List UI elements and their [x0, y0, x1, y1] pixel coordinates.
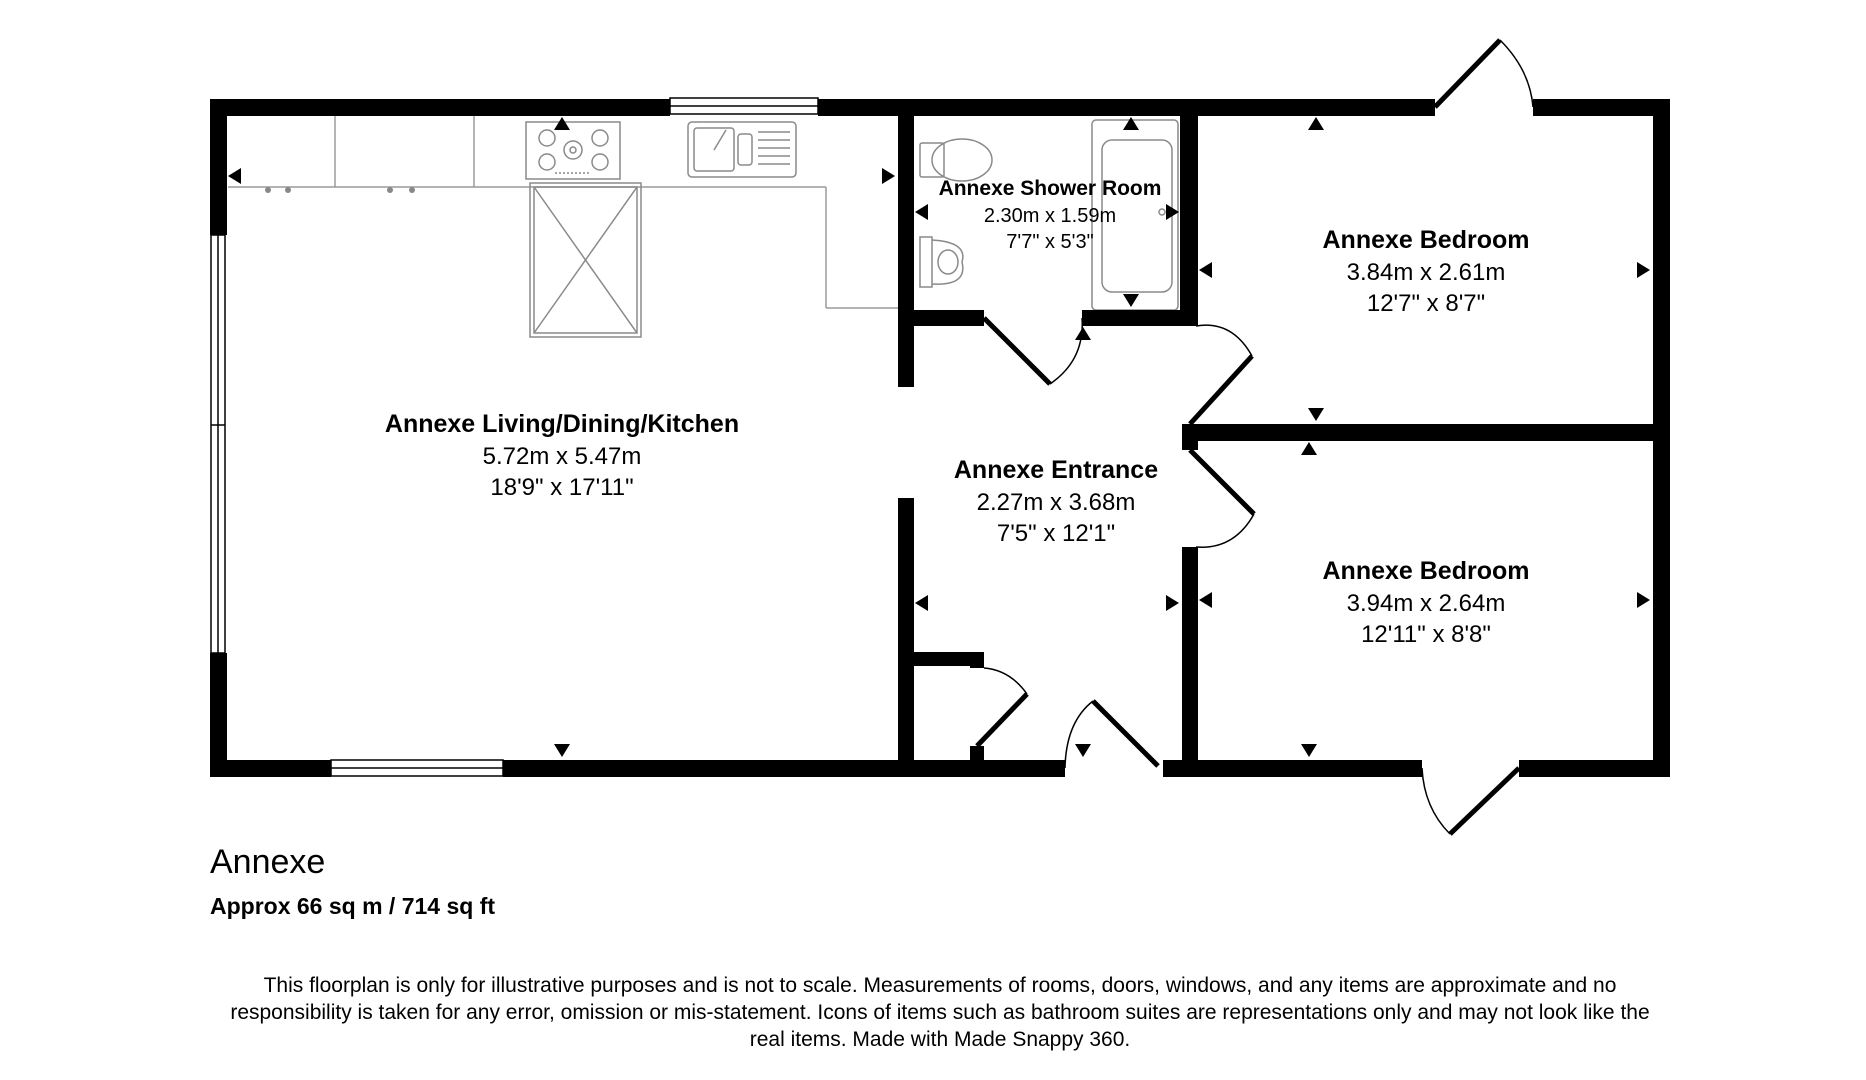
toilet-icon — [920, 139, 992, 181]
room-name: Annexe Living/Dining/Kitchen — [384, 410, 740, 438]
room-dimension-metric: 3.84m x 2.61m — [1346, 259, 1506, 286]
room-dimension-metric: 3.94m x 2.64m — [1346, 590, 1506, 617]
door-bedroom-1 — [1190, 325, 1252, 424]
door-bedroom-2-external — [1422, 768, 1519, 834]
room-name: Annexe Bedroom — [1322, 557, 1530, 585]
door-entrance — [1065, 701, 1158, 768]
basin-icon — [920, 237, 963, 287]
room-dimension-imperial: 7'5" x 12'1" — [996, 520, 1116, 547]
sink-icon — [688, 122, 796, 177]
room-dimension-imperial: 7'7" x 5'3" — [1006, 231, 1094, 253]
door-shower-room — [984, 318, 1082, 384]
room-label-shower — [939, 177, 1162, 253]
hob-icon — [526, 122, 620, 179]
window-left-living — [211, 235, 225, 653]
floor-title: Annexe — [210, 843, 326, 881]
room-label-bedroom-1 — [1323, 226, 1530, 317]
room-dimension-imperial: 18'9" x 17'11" — [490, 474, 634, 501]
room-dimension-metric: 2.30m x 1.59m — [983, 205, 1117, 227]
door-bedroom-2 — [1190, 450, 1254, 547]
floor-area: Approx 66 sq m / 714 sq ft — [210, 893, 496, 919]
room-dimension-imperial: 12'7" x 8'7" — [1366, 290, 1486, 317]
room-dimension-metric: 2.27m x 3.68m — [976, 489, 1136, 516]
extractor-hood-icon — [530, 183, 641, 337]
room-name: Annexe Shower Room — [938, 177, 1162, 200]
room-dimension-metric: 5.72m x 5.47m — [482, 443, 642, 470]
window-bottom-living — [331, 760, 503, 776]
room-dimension-imperial: 12'11" x 8'8" — [1361, 621, 1491, 648]
kitchen-fixtures — [228, 116, 898, 308]
room-name: Annexe Entrance — [953, 456, 1159, 484]
room-name: Annexe Bedroom — [1322, 226, 1530, 254]
disclaimer-text: This floorplan is only for illustrative purposes and is not to scale. Measurements of rooms, doors, windows, and any items are approximate and no responsibility is taken for any error, omission or mis-statement. Icons of items such as bathroom suites are representations only and may not look like the real items. Made with Made Snappy 360. — [230, 974, 1650, 1051]
door-cupboard — [977, 668, 1027, 746]
room-label-bedroom-2 — [1323, 557, 1530, 648]
walls — [210, 99, 1670, 777]
room-label-living — [385, 410, 739, 501]
window-top-kitchen — [670, 98, 818, 114]
door-bedroom-1-external — [1435, 40, 1533, 107]
room-label-entrance — [954, 456, 1158, 547]
